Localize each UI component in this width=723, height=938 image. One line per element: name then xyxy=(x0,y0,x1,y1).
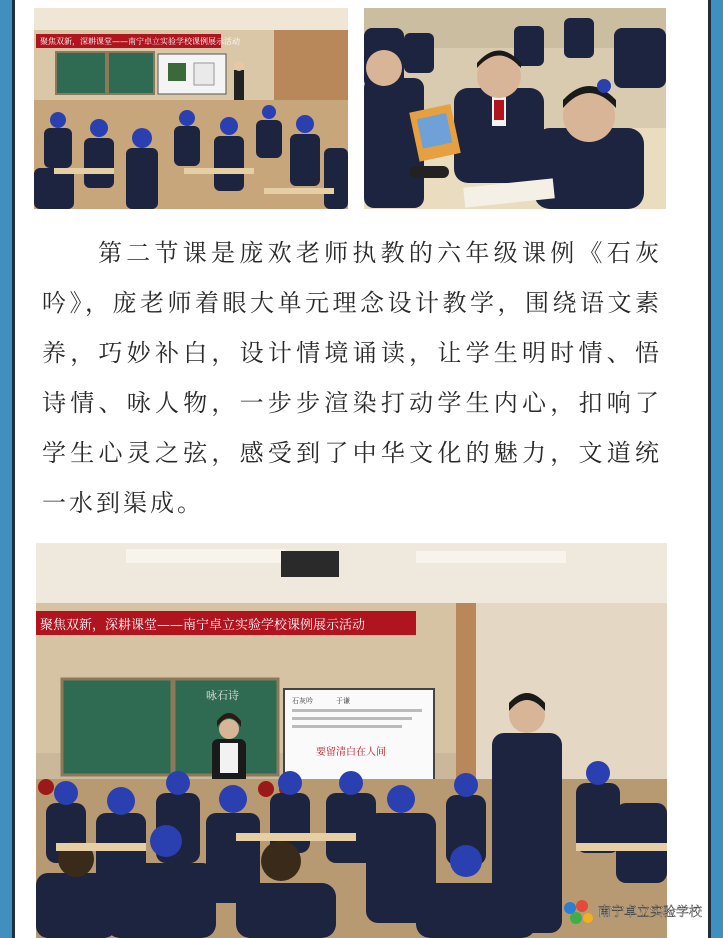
top-left-banner-text: 聚焦双新，深耕课堂——南宁卓立实验学校课例展示活动 xyxy=(40,37,240,46)
classroom-photo-wide xyxy=(34,8,348,209)
lesson-demonstration-photo xyxy=(36,543,667,938)
classroom-photo-wide-image xyxy=(34,8,348,209)
school-logo-text: 南宁卓立实验学校 xyxy=(598,905,703,920)
blackboard-title: 咏石诗 xyxy=(206,689,239,702)
screen-poem-line: 要留清白在人间 xyxy=(316,747,386,758)
screen-tag-right: 于谦 xyxy=(336,697,350,705)
article-paragraph: 第二节课是庞欢老师执教的六年级课例《石灰吟》，庞老师着眼大单元理念设计教学，围绕语文素养，巧妙补白，设计情境诵读，让学生明时情、悟诗情、咏人物，一步步渲染打动学生内心，扣响了学生心灵之弦，感受到了中华文化的魅力，文道统一水到渠成。 xyxy=(42,239,662,517)
students-reading-photo xyxy=(364,8,666,209)
screen-tag-left: 石灰吟 xyxy=(292,697,313,705)
blackboard-left xyxy=(62,679,172,775)
school-logo-icon xyxy=(564,900,593,924)
school-logo xyxy=(560,896,710,930)
lesson-demonstration-photo-image xyxy=(36,543,667,938)
students-reading-photo-image xyxy=(364,8,666,209)
bottom-banner-text: 聚焦双新，深耕课堂——南宁卓立实验学校课例展示活动 xyxy=(40,618,366,633)
